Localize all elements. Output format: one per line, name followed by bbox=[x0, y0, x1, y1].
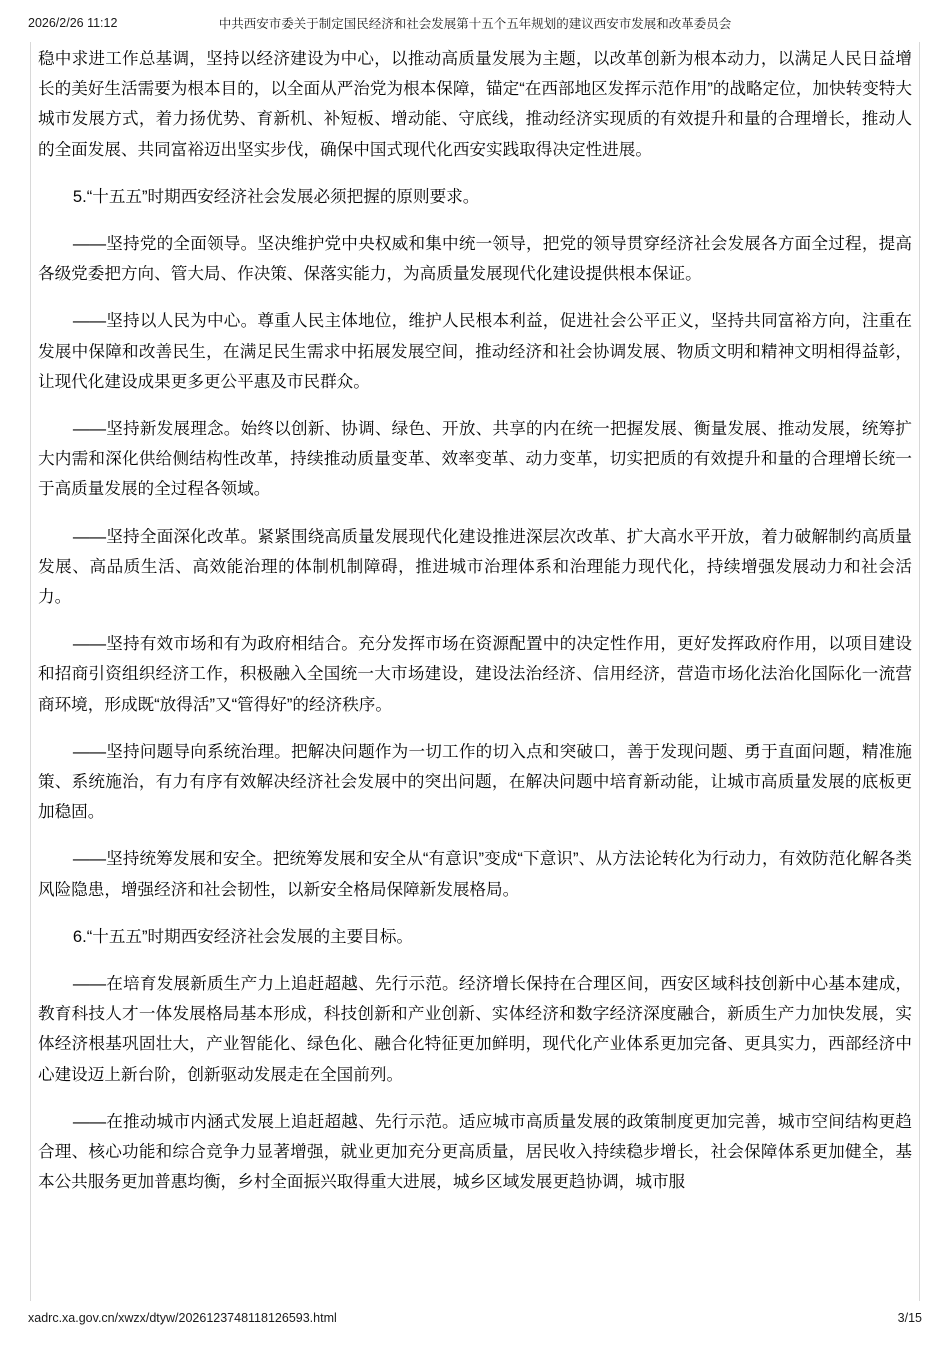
paragraph-item-5: 5.“十五五”时期西安经济社会发展必须把握的原则要求。 bbox=[72, 186, 480, 206]
paragraph-principle-market-government: ——坚持有效市场和有为政府相结合。充分发挥市场在资源配置中的决定性作用，更好发挥政府作用，以项目建设和招商引资组织经济工作，积极融入全国统一大市场建设，建设法治经济、信用经济，营造市场化法治化国际化一流营商环境，形成既“放得活”又“管得好”的经济秩序。 bbox=[38, 634, 912, 714]
print-footer-page-number: 3/15 bbox=[897, 1311, 922, 1325]
paragraph-principle-problem-oriented: ——坚持问题导向系统治理。把解决问题作为一切工作的切入点和突破口，善于发现问题、勇于直面问题，精准施策、系统施治，有力有序有效解决经济社会发展中的突出问题，在解决问题中培育新动能，让城市高质量发展的底板更加稳固。 bbox=[38, 741, 912, 822]
print-footer-url: xadrc.xa.gov.cn/xwzx/dtyw/2026123748118126593.html bbox=[28, 1311, 337, 1325]
paragraph-item-6: 6.“十五五”时期西安经济社会发展的主要目标。 bbox=[72, 926, 414, 946]
print-header bbox=[28, 14, 922, 32]
paragraph-principle-new-development-concept: ——坚持新发展理念。始终以创新、协调、绿色、开放、共享的内在统一把握发展、衡量发展、推动发展，统筹扩大内需和深化供给侧结构性改革，持续推动质量变革、效率变革、动力变革，切实把质的有效提升和量的合理增长统一于高质量发展的全过程各领域。 bbox=[38, 419, 912, 499]
document-body bbox=[36, 44, 914, 1215]
paragraph-principle-party-leadership: ——坚持党的全面领导。坚决维护党中央权威和集中统一领导，把党的领导贯穿经济社会发展各方面全过程，提高各级党委把方向、管大局、作决策、保落实能力，为高质量发展现代化建设提供根本保证。 bbox=[38, 234, 912, 284]
print-footer bbox=[28, 1309, 922, 1327]
paragraph-goal-urban-intensive-development: ——在推动城市内涵式发展上追赶超越、先行示范。适应城市高质量发展的政策制度更加完善，城市空间结构更趋合理、核心功能和综合竞争力显著增强，就业更加充分更高质量，居民收入持续稳步增长，社会保障体系更加健全，基本公共服务更加普惠均衡，乡村全面振兴取得重大进展，城乡区域发展更趋协调，城市服 bbox=[38, 1111, 912, 1192]
print-header-timestamp: 2026/2/26 11:12 bbox=[28, 16, 118, 30]
paragraph-principle-deepen-reform: ——坚持全面深化改革。紧紧围绕高质量发展现代化建设推进深层次改革、扩大高水平开放，着力破解制约高质量发展、高品质生活、高效能治理的体制机制障碍，推进城市治理体系和治理能力现代化，持续增强发展动力和社会活力。 bbox=[38, 526, 912, 607]
paragraph-principle-people-centered: ——坚持以人民为中心。尊重人民主体地位，维护人民根本利益，促进社会公平正义，坚持共同富裕方向，注重在发展中保障和改善民生，在满足民生需求中拓展发展空间，推动经济和社会协调发展、物质文明和精神文明相得益彰，让现代化建设成果更多更公平惠及市民群众。 bbox=[38, 311, 912, 391]
paragraph-principle-development-security: ——坚持统筹发展和安全。把统筹发展和安全从“有意识”变成“下意识”、从方法论转化为行动力，有效防范化解各类风险隐患，增强经济和社会韧性，以新安全格局保障新发展格局。 bbox=[38, 849, 912, 899]
paragraph-continued-opening: 稳中求进工作总基调，坚持以经济建设为中心，以推动高质量发展为主题，以改革创新为根本动力，以满足人民日益增长的美好生活需要为根本目的，以全面从严治党为根本保障，锚定“在西部地区发挥示范作用”的战略定位，加快转变特大城市发展方式，着力扬优势、育新机、补短板、增动能、守底线，推动经济实现质的有效提升和量的合理增长，推动人的全面发展、共同富裕迈出坚实步伐，确保中国式现代化西安实践取得决定性进展。 bbox=[38, 49, 912, 159]
print-header-document-title: 中共西安市委关于制定国民经济和社会发展第十五个五年规划的建议西安市发展和改革委员会 bbox=[218, 17, 732, 31]
paragraph-goal-new-productive-forces: ——在培育发展新质生产力上追赶超越、先行示范。经济增长保持在合理区间，西安区域科技创新中心基本建成，教育科技人才一体发展格局基本形成，科技创新和产业创新、实体经济和数字经济深度融合，新质生产力加快发展，实体经济根基巩固壮大，产业智能化、绿色化、融合化特征更加鲜明，现代化产业体系更加完备、更具实力，西部经济中心建设迈上新台阶，创新驱动发展走在全国前列。 bbox=[38, 974, 912, 1084]
